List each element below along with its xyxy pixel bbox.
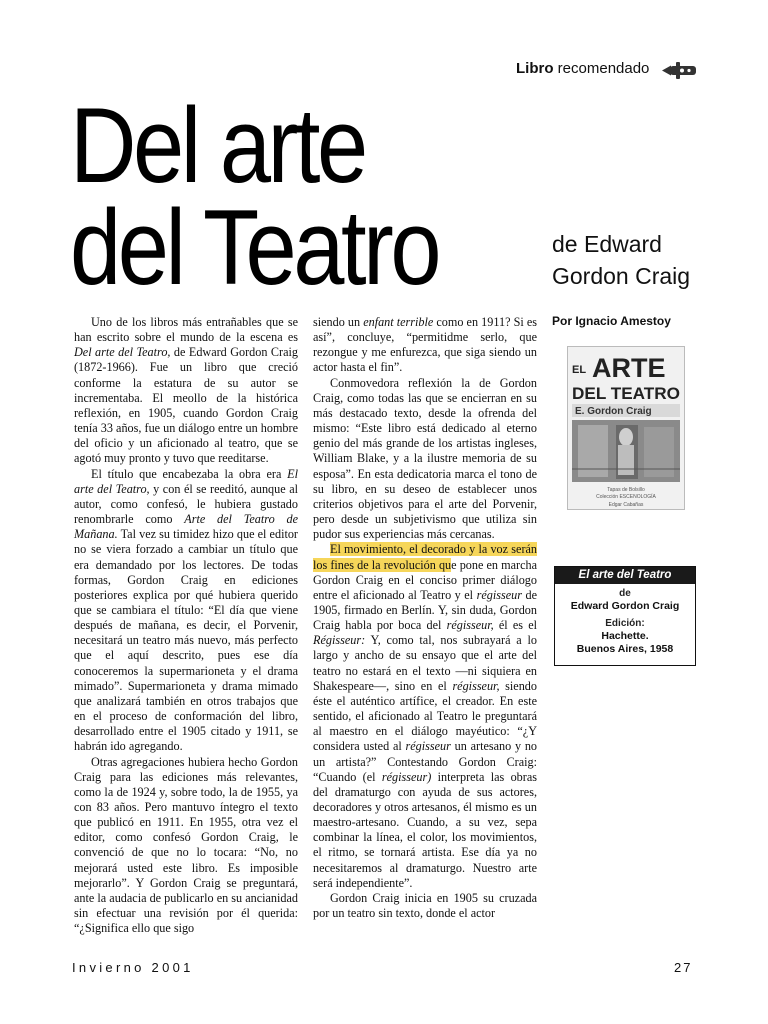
- highlighted-text: El movimiento, el decorado y la voz serán: [330, 542, 537, 557]
- paragraph: Uno de los libros más entrañables que se han escrito sobre el mundo de la escena es Del arte del Teatro, de Edward Gordon Craig (1872-1966). Fue un libro que creció conforme la estatura de su autor se incrementaba. El meollo de la histórica reflexión, en 1905, cuando Gordon Craig tenía 33 años, fue un diálogo entre un hombre del oficio y un aficionado al teatro, que se agotó muy pronto y tuvo que reeditarse.: [74, 315, 298, 466]
- page-title-line-1: Del arte: [70, 85, 365, 205]
- highlighted-text: los fines de la revolución qu: [313, 557, 452, 572]
- section-label-rest: recomendado: [557, 60, 650, 77]
- cover-title-arte: ARTE: [592, 353, 666, 383]
- paragraph: El título que encabezaba la obra era El arte del Teatro, y con él se reeditó, aunque al autor, como confesó, le hubiera gustado renombrarle como Arte del Teatro de Mañana. Tal vez su timidez hizo que el editor no se viera forzado a cambiar un título que era demandado por los lectores. De todas formas, Gordon Craig en ediciones posteriores explica por qué hubiera querido que se cambiara el título: “El día que viene después de mañana, es decir, el Porvenir, necesitará un teatro más nuevo, más perfecto que el aquí descrito, pues ese día conoceremos la supermarioneta y el drama mimado”. Supermarioneta y drama mimado que analizará también en otros trabajos que en el proceso de conformación del libro, desarrollado entre el 1905 citado y 1911, se habrán ido agregando.: [74, 466, 298, 754]
- cover-footer-1: Tapas de Bolsillo: [607, 487, 645, 493]
- paragraph: Otras agregaciones hubiera hecho Gordon Craig para las ediciones más relevantes, como la de 1924 y, sobre todo, la de 1955, ya con 83 años. Pero mantuvo íntegro el texto que publicó en 1911. En 1955, otra vez el editor, como confesó Gordon Craig, le convenció de que no lo tocara: “No, no mejorará usted este libro. Es imposible mejorarlo”. Y Gordon Craig se preguntará, ante la audacia de publicarlo en su ancianidad sin efectuar una revisión por él querida: “¿Significa ello que sigo: [74, 754, 298, 936]
- info-box-edicion-label: Edición:: [605, 618, 645, 629]
- page-title-line-2: del Teatro: [70, 187, 439, 307]
- article-column-2: [313, 315, 537, 921]
- article-column-1: [74, 315, 298, 936]
- paragraph: siendo un enfant terrible como en 1911? Si es así”, concluye, “permitidme serlo, que rezongue y me enfurezca, que siga siendo un actor hasta el fin”.: [313, 315, 537, 375]
- paragraph: Gordon Craig inicia en 1905 su cruzada por un teatro sin texto, donde el actor: [313, 890, 537, 921]
- info-box-publisher: Hachette.: [601, 630, 649, 642]
- info-box-heading: El arte del Teatro: [555, 567, 695, 584]
- cover-title-teatro: DEL TEATRO: [572, 384, 680, 403]
- cover-author: E. Gordon Craig: [575, 406, 652, 417]
- cover-title-el: EL: [572, 364, 587, 376]
- cover-publisher: Edgar Cabañas: [608, 502, 644, 508]
- section-label-bold: Libro: [516, 60, 554, 77]
- info-box-place-year: Buenos Aires, 1958: [576, 643, 674, 655]
- pencil-icon: [662, 60, 698, 80]
- cover-footer-2: Colección ESCENOLOGÍA: [596, 494, 656, 500]
- book-cover-art: [568, 347, 684, 509]
- section-label: [516, 60, 649, 77]
- paragraph: Conmovedora reflexión la de Gordon Craig, como todas las que se encierran en su más destacado texto, desde la ofrenda del mismo: “Este libro está dedicado al eterno genio del más grande de los artistas ingleses, William Blake, y a la ilustre memoria de su esposa”. En esta dedicatoria marca el tono de su libro, en su deseo de establecer unos criterios objetivos para el arte del Porvenir, pero desde un subjetivismo que utiliza sin pudor sus experiencias más cercanas.: [313, 375, 537, 542]
- subtitle-line-2: Gordon Craig: [552, 263, 691, 289]
- info-box-de: de: [619, 588, 631, 599]
- subtitle: [552, 228, 690, 292]
- info-box-author: Edward Gordon Craig: [570, 600, 680, 612]
- footer-issue: Invierno 2001: [72, 960, 194, 975]
- book-info-box: [554, 566, 696, 666]
- page-number: 27: [674, 960, 693, 975]
- byline: Por Ignacio Amestoy: [552, 314, 671, 328]
- subtitle-line-1: de Edward: [552, 231, 662, 257]
- book-cover: [567, 346, 685, 510]
- paragraph: El movimiento, el decorado y la voz serán los fines de la revolución que pone en marcha Gordon Craig en el conciso primer diálogo entre el aficionado al Teatro y el régisseur de 1905, firmado en Berlín. Y, sin duda, Gordon Craig habla por boca del régisseur, él es el Régisseur: Y, como tal, nos subrayará a lo largo y ancho de su ensayo que el arte del teatro no estará en el texto —ni siquiera en Shakespeare—, sino en el régisseur, siendo éste el auténtico artífice, el creador. En este sentido, el aficionado al Teatro le preguntará al maestro en el diálogo mayéutico: “¿Y considera usted al régisseur un artesano y no un artista?” Contestando Gordon Craig: “Cuando (el régisseur) interpreta las obras del dramaturgo con ayuda de sus actores, decoradores y otros artesanos, él mismo es un maestro-artesano. Cuando, a su vez, sepa combinar la línea, el color, los movimientos, el ritmo, se tornará artista. Ese día ya no necesitaremos al dramaturgo. Nuestro arte será independiente”.: [313, 542, 538, 890]
